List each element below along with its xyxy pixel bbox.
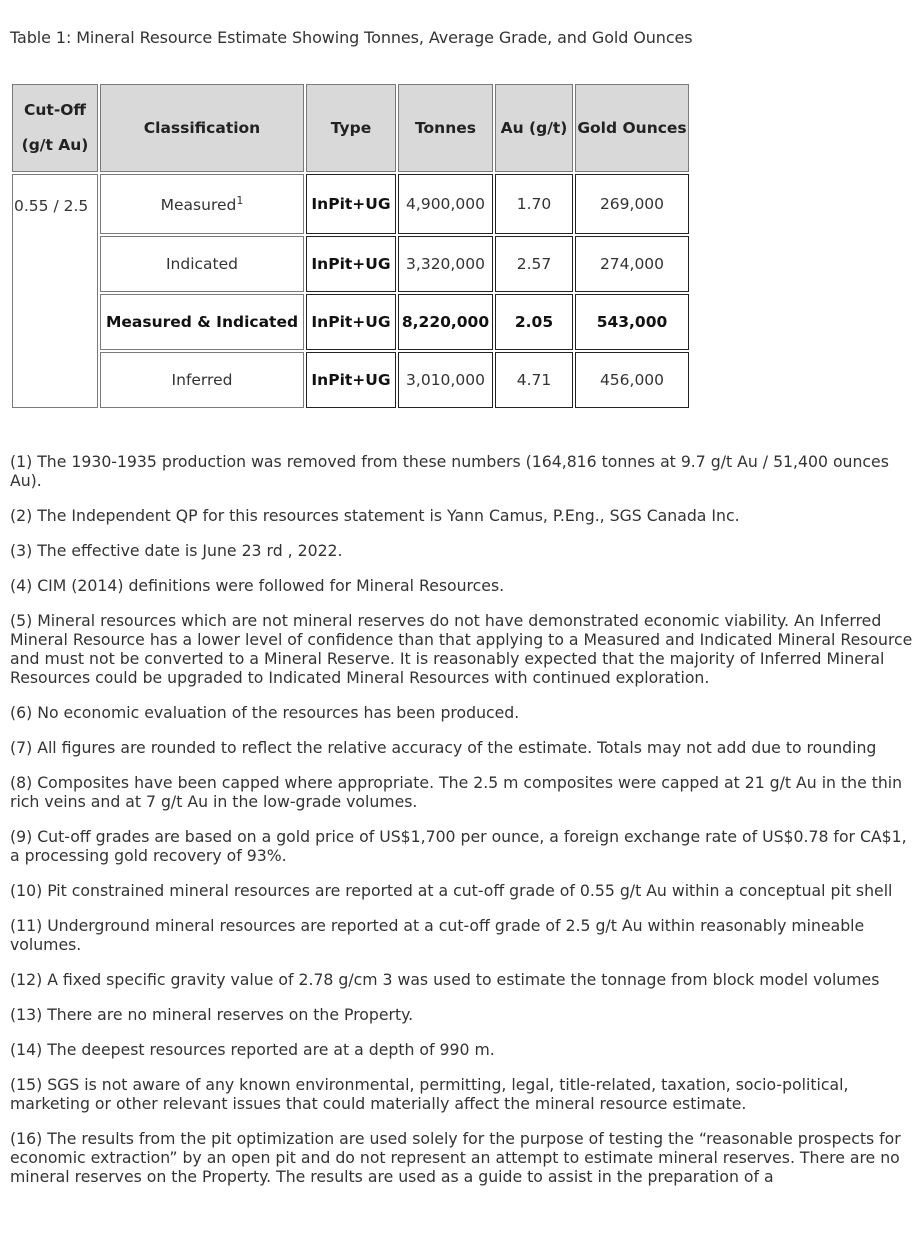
table-row	[12, 236, 689, 292]
classification-cell: Measured & Indicated	[100, 294, 304, 350]
table-row	[12, 174, 689, 234]
footnote-16: (16) The results from the pit optimization are used solely for the purpose of testing the “reasonable prospects for economic extraction” by an open pit and do not represent an attempt to estimate mineral reserves. There are no mineral reserves on the Property. The results are used as a guide to assist in the preparation of a	[10, 1129, 901, 1186]
footnote-marker: 1	[236, 194, 244, 207]
table-row	[12, 352, 689, 408]
footnote-11: (11) Underground mineral resources are reported at a cut-off grade of 2.5 g/t Au within reasonably mineable volumes.	[10, 916, 865, 954]
header-type: Type	[306, 84, 396, 172]
footnote-12: (12) A fixed specific gravity value of 2.78 g/cm 3 was used to estimate the tonnage from block model volumes	[10, 970, 880, 989]
header-cutoff-line2: (g/t Au)	[21, 136, 89, 154]
footnote-7: (7) All figures are rounded to reflect the relative accuracy of the estimate. Totals may not add due to rounding	[10, 738, 877, 757]
footnote-3: (3) The effective date is June 23 rd , 2022.	[10, 541, 343, 560]
tonnes-cell: 4,900,000	[398, 174, 493, 234]
type-cell: InPit+UG	[306, 236, 396, 292]
footnote-8: (8) Composites have been capped where appropriate. The 2.5 m composites were capped at 21 g/t Au in the thin rich veins and at 7 g/t Au in the low-grade volumes.	[10, 773, 903, 811]
type-cell: InPit+UG	[306, 352, 396, 408]
classification-text: Measured	[160, 196, 237, 214]
header-au-grade: Au (g/t)	[495, 84, 573, 172]
header-gold-ounces: Gold Ounces	[575, 84, 689, 172]
footnote-13: (13) There are no mineral reserves on the Property.	[10, 1005, 414, 1024]
au-grade-cell: 4.71	[495, 352, 573, 408]
tonnes-cell: 3,010,000	[398, 352, 493, 408]
tonnes-cell: 8,220,000	[398, 294, 493, 350]
footnote-15: (15) SGS is not aware of any known environmental, permitting, legal, title-related, taxation, socio-political, marketing or other relevant issues that could materially affect the mineral resource estimate.	[10, 1075, 849, 1113]
gold-ounces-cell: 274,000	[575, 236, 689, 292]
classification-cell: Indicated	[100, 236, 304, 292]
au-grade-cell: 1.70	[495, 174, 573, 234]
gold-ounces-cell: 543,000	[575, 294, 689, 350]
tonnes-cell: 3,320,000	[398, 236, 493, 292]
footnote-2: (2) The Independent QP for this resources statement is Yann Camus, P.Eng., SGS Canada Inc.	[10, 506, 740, 525]
table-row-total	[12, 294, 689, 350]
au-grade-cell: 2.57	[495, 236, 573, 292]
footnote-6: (6) No economic evaluation of the resources has been produced.	[10, 703, 520, 722]
type-cell: InPit+UG	[306, 294, 396, 350]
header-cutoff	[12, 84, 98, 172]
type-cell: InPit+UG	[306, 174, 396, 234]
header-classification: Classification	[100, 84, 304, 172]
footnote-14: (14) The deepest resources reported are at a depth of 990 m.	[10, 1040, 495, 1059]
footnote-5: (5) Mineral resources which are not mineral reserves do not have demonstrated economic viability. An Inferred Mineral Resource has a lower level of confidence than that applying to a Measured and Indicated Mineral Resource and must not be converted to a Mineral Reserve. It is reasonably expected that the majority of Inferred Mineral Resources could be upgraded to Indicated Mineral Resources with continued exploration.	[10, 611, 913, 687]
footnote-9: (9) Cut-off grades are based on a gold price of US$1,700 per ounce, a foreign exchange rate of US$0.78 for CA$1, a processing gold recovery of 93%.	[10, 827, 907, 865]
gold-ounces-cell: 269,000	[575, 174, 689, 234]
table-header-row	[12, 84, 689, 172]
classification-cell: Inferred	[100, 352, 304, 408]
footnote-10: (10) Pit constrained mineral resources are reported at a cut-off grade of 0.55 g/t Au within a conceptual pit shell	[10, 881, 893, 900]
footnote-1: (1) The 1930-1935 production was removed from these numbers (164,816 tonnes at 9.7 g/t Au / 51,400 ounces Au).	[10, 452, 889, 490]
classification-cell	[100, 174, 304, 234]
footnote-4: (4) CIM (2014) definitions were followed for Mineral Resources.	[10, 576, 505, 595]
au-grade-cell: 2.05	[495, 294, 573, 350]
mineral-resource-table	[10, 82, 691, 410]
gold-ounces-cell: 456,000	[575, 352, 689, 408]
footnotes	[10, 452, 921, 1202]
cutoff-cell: 0.55 / 2.5	[12, 174, 98, 408]
header-cutoff-line1: Cut-Off	[24, 101, 86, 119]
header-tonnes: Tonnes	[398, 84, 493, 172]
table-caption: Table 1: Mineral Resource Estimate Showing Tonnes, Average Grade, and Gold Ounces	[10, 28, 693, 47]
